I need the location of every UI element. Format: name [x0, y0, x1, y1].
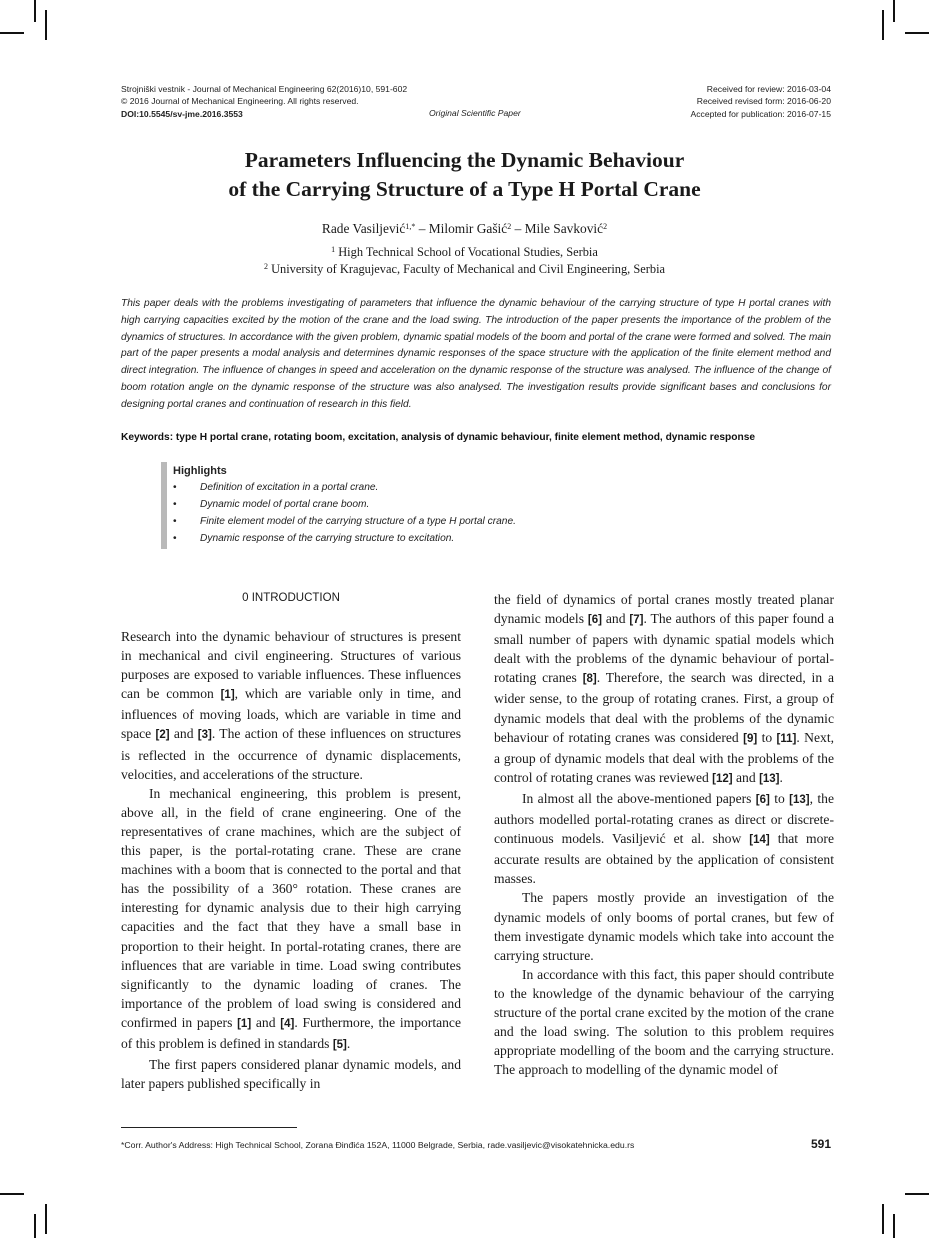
- author-name: Milomir Gašić: [428, 221, 508, 236]
- reference-link[interactable]: [9]: [743, 732, 758, 745]
- text-run: the field of dynamics of portal cranes mostly treated planar dynamic models: [494, 592, 834, 627]
- author-list: [60, 221, 869, 237]
- journal-header-right: [691, 83, 831, 120]
- journal-header-left: [121, 83, 407, 120]
- paper-type: Original Scientific Paper: [429, 108, 521, 118]
- title-line-2: of the Carrying Structure of a Type H Portal Crane: [228, 177, 701, 201]
- paragraph: The first papers considered planar dynamic models, and later papers published specifically in: [121, 1057, 461, 1092]
- page-number: 591: [810, 1137, 831, 1151]
- reference-link[interactable]: [6]: [587, 614, 602, 627]
- text-run: to: [757, 729, 777, 745]
- affiliation-number: 1: [331, 245, 336, 254]
- column-right: [494, 590, 834, 1079]
- journal-citation: Strojniški vestnik - Journal of Mechanical Engineering 62(2016)10, 591-602: [121, 84, 408, 94]
- reference-link[interactable]: [3]: [197, 729, 212, 742]
- text-run: In mechanical engineering, this problem is present, above all, in the field of crane engineering. One of the representatives of crane machines, which are the subject of this paper, is the portal-rotating crane. These are crane machines with a boom that is connected to the portal and that has the possibility of a 360° rotation. These cranes are interesting for dynamic analysis due to their high carrying capacities and the fact that they have a small base in proportion to their height. In portal-rotating cranes, there are influences that are variable in time. Load swing contributes significantly to the dynamic loading of cranes. The importance of the problem of load swing is considered and confirmed in papers: [121, 785, 461, 1030]
- paragraph: [494, 789, 834, 888]
- text-run: and: [601, 611, 630, 627]
- highlight-item: [173, 479, 516, 496]
- paragraph: [494, 590, 834, 789]
- section-heading: 0 INTRODUCTION: [242, 592, 340, 604]
- highlight-item: [173, 530, 516, 547]
- column-left: [121, 627, 461, 1093]
- received-date: Received for review: 2016-03-04: [706, 84, 831, 94]
- paper-title: [60, 146, 869, 204]
- reference-link[interactable]: [8]: [582, 673, 597, 686]
- revised-date: Received revised form: 2016-06-20: [696, 96, 831, 107]
- affiliation: [60, 245, 869, 260]
- paragraph: [121, 627, 461, 784]
- text-run: to: [769, 790, 790, 806]
- reference-link[interactable]: [7]: [629, 614, 644, 627]
- reference-link[interactable]: [2]: [155, 729, 170, 742]
- affiliation-number: 2: [263, 262, 268, 271]
- bullet-icon: •: [173, 499, 177, 510]
- text-run: and: [732, 769, 760, 785]
- author-affiliation-mark: 2: [603, 222, 608, 231]
- reference-link[interactable]: [6]: [755, 793, 770, 806]
- bullet-icon: •: [173, 482, 177, 493]
- highlights-box: [173, 463, 516, 547]
- text-run: . The authors of this paper found a small number of papers with dynamic spatial models which dealt with the problems of the dynamic behaviour of portal-rotating cranes: [494, 611, 834, 686]
- author-name: Rade Vasiljević: [321, 221, 406, 236]
- text-run: , the authors modelled portal-rotating cranes as direct or discrete-continuous models. Vasiljević et al. show: [494, 790, 834, 847]
- author-affiliation-mark: 1,*: [405, 222, 416, 231]
- text-run: . Therefore, the search was directed, in a wider sense, to the group of rotating cranes. First, a group of dynamic models that deal with the problems of the dynamic behaviour of rotating cranes was considered: [494, 670, 834, 745]
- highlight-item: [173, 496, 516, 513]
- highlight-text: Dynamic response of the carrying structure to excitation.: [200, 533, 455, 544]
- paragraph: The papers mostly provide an investigation of the dynamic models of only booms of portal cranes, but few of them investigate dynamic models which take into account the carrying structure.: [494, 890, 834, 963]
- abstract: This paper deals with the problems investigating of parameters that influence the dynamic behaviour of the carrying structure of type H portal cranes with high carrying capacities excited by the motion of the crane and the load swing. The introduction of the paper presents the importance of the problem of the dynamics of structures. In accordance with the given problem, dynamic spatial models of the boom and portal of the crane were formed and solved. The main part of the paper presents a modal analysis and determines dynamic responses of the space structure with the application of the finite element method and direct integration. The influence of changes in speed and acceleration on the dynamic response of the structure was analysed. The influence of the change of boom rotation angle on the dynamic response of the structure was also analysed. The investigation results provide significant bases and conclusions for designing portal cranes and continuation of research in this field.: [121, 298, 831, 410]
- reference-link[interactable]: [4]: [280, 1017, 295, 1030]
- corresponding-author-footnote: *Corr. Author's Address: High Technical School, Zorana Đinđića 152A, 11000 Belgrade, Serbia, rade.vasiljevic@visokatehnicka.edu.rs: [121, 1140, 635, 1150]
- text-run: .: [346, 1035, 351, 1051]
- text-run: . Furthermore, the importance of this problem is defined in standards: [121, 1014, 461, 1051]
- author-separator: –: [511, 221, 525, 236]
- reference-link[interactable]: [5]: [332, 1038, 347, 1051]
- text-run: , which are variable only in time, and influences of moving loads, which are variable in time and space: [121, 686, 461, 742]
- keywords: Keywords: type H portal crane, rotating boom, excitation, analysis of dynamic behaviour, finite element method, dynamic response: [121, 432, 756, 443]
- reference-link[interactable]: [13]: [789, 793, 810, 806]
- affiliation-text: University of Kragujevac, Faculty of Mechanical and Civil Engineering, Serbia: [271, 262, 666, 276]
- reference-link[interactable]: [1]: [220, 689, 235, 702]
- reference-link[interactable]: [1]: [237, 1017, 252, 1030]
- text-run: . The action of these influences on structures is reflected in the occurrence of dynamic displacements, velocities, and accelerations of the structure.: [121, 726, 461, 782]
- text-run: Research into the dynamic behaviour of structures is present in mechanical and civil engineering. Structures of various purposes are exposed to variable influences. These influences can be common: [121, 629, 461, 702]
- bullet-icon: •: [173, 533, 177, 544]
- highlight-text: Finite element model of the carrying structure of a type H portal crane.: [200, 516, 516, 527]
- affiliation: [60, 262, 869, 277]
- copyright-line: © 2016 Journal of Mechanical Engineering. All rights reserved.: [121, 96, 359, 107]
- highlights-title: Highlights: [173, 465, 227, 477]
- highlight-text: Dynamic model of portal crane boom.: [200, 499, 370, 510]
- reference-link[interactable]: [11]: [776, 732, 797, 745]
- author-affiliation-mark: 2: [507, 222, 512, 231]
- doi-link[interactable]: DOI:10.5545/sv-jme.2016.3553: [121, 108, 243, 119]
- paragraph: [121, 784, 461, 1055]
- reference-link[interactable]: [13]: [759, 772, 780, 785]
- highlight-text: Definition of excitation in a portal crane.: [200, 482, 379, 493]
- bullet-icon: •: [173, 516, 177, 527]
- text-run: .: [779, 769, 783, 785]
- reference-link[interactable]: [12]: [712, 772, 733, 785]
- text-run: and: [169, 726, 198, 742]
- footnote-rule: [121, 1127, 297, 1128]
- text-run: and: [251, 1014, 281, 1030]
- text-run: In almost all the above-mentioned papers: [522, 790, 756, 806]
- title-line-1: Parameters Influencing the Dynamic Behaviour: [244, 148, 685, 172]
- paragraph: In accordance with this fact, this paper should contribute to the knowledge of the dynamic behaviour of the carrying structure of the portal crane excited by the motion of the crane and the load swing. The solution to this problem requires appropriate modelling of the boom and the carrying structure. The approach to modelling of the dynamic model of: [494, 966, 834, 1078]
- affiliation-text: High Technical School of Vocational Studies, Serbia: [338, 245, 598, 259]
- text-run: . Next, a group of dynamic models that deal with the problems of the control of rotating cranes was reviewed: [494, 729, 834, 785]
- author-name: Mile Savković: [524, 221, 604, 236]
- author-separator: –: [415, 221, 429, 236]
- highlight-item: [173, 513, 516, 530]
- highlights-bar: [161, 462, 167, 549]
- accepted-date: Accepted for publication: 2016-07-15: [690, 108, 831, 119]
- text-run: that more accurate results are obtained by the application of consistent masses.: [494, 831, 834, 887]
- reference-link[interactable]: [14]: [749, 834, 770, 847]
